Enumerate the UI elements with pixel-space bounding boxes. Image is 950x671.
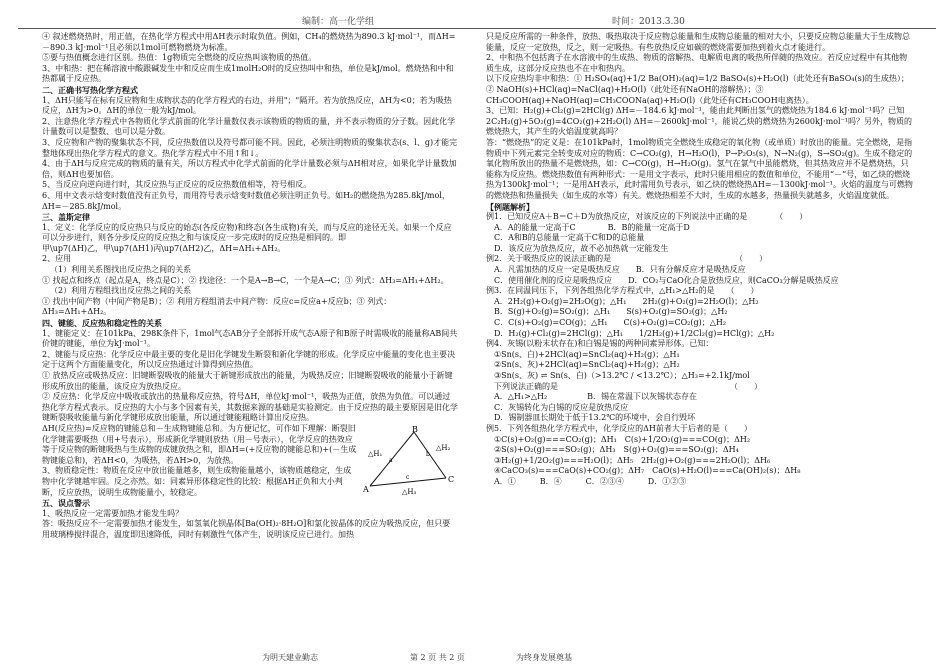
question: 例4．灰锡(以粉末状存在)和白锡是锡的两种同素异形体。已知：: [486, 339, 714, 349]
question: 例5．下列各组热化学方程式中，化学反应的ΔH前者大于后者的是（ ）: [486, 423, 752, 433]
page-number: 第 2 页 共 2 页: [410, 653, 465, 662]
dh3-label: △H₃: [402, 487, 417, 496]
text-line: 2、应用: [42, 254, 72, 264]
text-line: 答：吸热反应不一定需要加热才能发生，如氢氧化钡晶体[Ba(OH)₂·8H₂O]和氯化铵晶体的反应为吸热反应，但只要用玻璃棒搅拌混合，温度即迅速降低，同时有刺激性气体产生，说明该反应已进行。加热: [42, 519, 451, 539]
text-line: （2）利用方程组找出反应热之间的关系: [50, 286, 192, 296]
edge-c-label: c: [406, 473, 410, 481]
question: 例2．关于吸热反应的说法正确的是 （ ）: [486, 254, 768, 264]
question: 例3．在同温同压下，下列各组热化学方程式中，△H₁>△H₂的是 （ ）: [486, 286, 759, 296]
text-line: ① 找出中间产物（中间产物是B）；② 利用方程组消去中间产物：反应c=反应a+反应b；③ 列式：ΔH₃=ΔH₁+ΔH₂。: [42, 296, 392, 317]
text-line: 以下反应热均非中和热：① H₂SO₄(aq)+1/2 Ba(OH)₂(aq)=1/2 BaSO₄(s)+H₂O(l)（此处还有BaSO₄(s)的生成热）；② NaOH(s)+HCl(aq)=NaCl(aq)+H₂O(l)（此处还有NaOH的溶解热）；③ CH₃COOH(aq)+NaOH(aq)=CH₃COONa(aq)+H₂O(l)（此处还有CH₃COOH电离热）。: [486, 74, 909, 105]
text-line: ① 找起点和终点（起点是A，终点是C）；② 找途径：一个是A→B→C，一个是A→C；③ 列式：ΔH₃=ΔH₁+ΔH₂。: [42, 275, 449, 285]
header-divider: [18, 28, 936, 29]
text-line: 3、反应物和产物的聚集状态不同，反应热数值以及符号都可能不同。因此，必须注明物质的聚集状态(s、l、g)才能完整地体现出热化学方程式的意义。热化学方程式中不用↑和↓。: [42, 137, 458, 158]
section-heading: 四、键能、反应热和稳定性的关系: [42, 318, 162, 329]
footer-motto-right: 为终身发展奠基: [516, 653, 572, 662]
option-line: A．① B．④ C．②③④ D．①②③: [494, 476, 687, 486]
edge-b: [414, 432, 446, 478]
edge-b-label: b: [426, 450, 430, 458]
text-line: 6、用中文表示焓变时数值没有正负号，而用符号表示焓变时数值必须注明正负号。如H₂的燃烧热为285.8kJ/mol，ΔH=－285.8kJ/mol。: [42, 190, 450, 211]
node-b-label: B: [412, 425, 418, 434]
date-label: 时间：2013.3.30: [612, 17, 685, 27]
text-line: 4、由于ΔH与反应完成的物质的量有关，所以方程式中化学式前面的化学计量数必须与ΔH相对应，如果化学计量数加倍，则ΔH也要加倍。: [42, 159, 457, 179]
option-line: C．A和B的总能量一定高于C和D的总能量: [494, 233, 645, 243]
text-line: 3、中和热：把在稀溶液中酸跟碱发生中和反应而生成1molH₂O时的反应热叫中和热，单位是kJ/mol。燃烧热和中和热都属于反应热。: [42, 63, 454, 84]
left-column: [42, 32, 458, 541]
text-line: 下列说法正确的是 （ ）: [494, 381, 762, 391]
option-line: D．该反应为放热反应，故不必加热就一定能发生: [494, 243, 669, 253]
hess-triangle-diagram: [362, 426, 458, 496]
section-heading: 五、误点警示: [42, 498, 90, 509]
text-line: 1、定义：化学反应的反应热只与反应的始态(各反应物)和终态(各生成物)有关，而与反应的途径无关。如果一个反应可以分步进行，则各分步反应的反应热之和与该反应一步完成时的反应热是相同的。即: [42, 222, 452, 243]
text-line: 3、物质稳定性：物质在反应中放出能量越多，则生成物能量越小，该物质越稳定，生成物中化学键越牢固。反之亦然。如：同素异形体稳定性的比较：根据ΔH正负和大小判断，反应放热，说明生成物能量小，较稳定。: [42, 466, 352, 497]
equation-line: ③Sn(s、灰) ⇌ Sn(s、白)（>13.2℃ / <13.2℃）；△H₃=+2.1kJ/mol: [494, 371, 750, 380]
equation-line: ④CaCO₃(s)===CaO(s)+CO₂(g)；ΔH₇ CaO(s)+H₂O(l)===Ca(OH)₂(s)；ΔH₈: [494, 466, 801, 476]
right-column: [486, 32, 914, 488]
text-line: ⑤要与热值概念进行区别。热值：1g物质完全燃烧的反应热叫该物质的热值。: [42, 53, 317, 63]
dh1-label: △H₁: [368, 449, 383, 458]
text-line: 只是反应所需的一种条件，放热、吸热取决于反应物总能量和生成物总能量的相对大小，只要反应物总能量大于生成物总能量，反应一定放热，反之，则一定吸热。有些放热反应如碳的燃烧需要加热到着火点才能进行。: [486, 32, 910, 52]
equation-line: ①C(s)+O₂(g)===CO₂(g)；ΔH₁ C(s)+1/2O₂(g)===CO(g)；ΔH₂: [494, 434, 751, 444]
option-line: A．凡需加热的反应一定是吸热反应 B．只有分解反应才是吸热反应: [494, 265, 746, 275]
text-line: ① 放热反应或吸热反应：旧键断裂吸收的能量大于新键形成放出的能量，为吸热反应；旧键断裂吸收的能量小于新键形成所放出的能量，该反应为放热反应。: [42, 371, 453, 391]
page-header: [0, 14, 950, 28]
section-heading: 二、正确书写热化学方程式: [42, 84, 138, 95]
editor-label: 编制：高一化学组: [302, 17, 375, 27]
text-line: 3、已知：H₂(g)+Cl₂(g)=2HCl(g) ΔH=－184.6 kJ·mol⁻¹，能由此判断出氢气的燃烧热为184.6 kJ·mol⁻¹吗？已知2C₂H₂(g)+5O₂(g)=4CO₂(g)+2H₂O(l) ΔH=－2600kJ·mol⁻¹，能说乙炔的燃烧热为2600kJ·mol⁻¹吗？另外，物质的燃烧热大，其产生的火焰温度就高吗？: [486, 106, 912, 137]
text-line: 5、当反应向逆向进行时，其反应热与正反应的反应热数值相等，符号相反。: [42, 180, 312, 190]
equation-line: ②S(s)+O₂(g)===SO₂(g)；ΔH₃ S(g)+O₂(g)===SO₂(g)；ΔH₄: [494, 445, 739, 455]
equation-line: ②Sn(s、灰)+2HCl(aq)=SnCl₂(aq)+H₂(g)；△H₂: [494, 360, 680, 370]
equation-line: ①Sn(s、白)+2HCl(aq)=SnCl₂(aq)+H₂(g)；△H₁: [494, 349, 680, 359]
option-line: A．A的能量一定高于C B．B的能量一定高于D: [494, 222, 690, 232]
text-line: ② 反应热：化学反应中吸收或放出的热量称反应热，符号ΔH，单位kJ·mol⁻¹，吸热为正值，放热为负值。可以通过热化学方程式表示。反应热的大小与多个因素有关，其数据来源的基础是实验测定。由于反应热的最主要原因是旧化学键断裂吸收能量与新化学键形成放出能量，所以通过键能粗略计算出反应热。: [42, 392, 458, 423]
option-line: D．锡制器皿长期处于低于13.2℃的环境中，会自行毁坏: [494, 413, 696, 423]
text-line: 答：“燃烧热”的定义是：在101kPa时，1mol物质完全燃烧生成稳定的氧化物（或单质）时放出的能量。完全燃烧，是指物质中下列元素完全转变成对应的物质：C→CO₂(g)，H→H₂O(l)，P→P₂O₅(s)，N→N₂(g)，S→SO₂(g)。生成不稳定的氧化物所放出的热量不是燃烧热，如：C→CO(g)，H→H₂O(g)。氢气在氯气中虽能燃烧，但其热效应并不是燃烧热，只能称为反应热。燃烧热数值有两种形式：一是用文字表示，此时只能用相应的数值和单位，不能用“－”号，如乙炔的燃烧热为1300kJ·mol⁻¹；一是用ΔH表示，此时需用负号表示，如乙炔的燃烧热ΔH=－1300kJ·mol⁻¹。火焰的温度与可燃物的燃烧热和热量损失（如生成的水等）有关。燃烧热相差不大时，生成的水越多，热量损失就越多，火焰温度就低。: [486, 137, 913, 200]
node-a-label: A: [363, 484, 369, 494]
option-line: C．C(s)+O₂(g)=CO(g)；△H₁ C(s)+O₂(g)=CO₂(g)；△H₂: [494, 318, 727, 328]
text-line: 2、注意热化学方程式中各物质化学式前面的化学计量数仅表示该物质的物质的量，并不表示物质的分子数。因此化学计量数可以是整数、也可以是分数。: [42, 116, 456, 137]
node-c-label: C: [448, 474, 455, 484]
edge-a-label: a: [389, 456, 393, 464]
text-line: 2、键能与反应热：化学反应中最主要的变化是旧化学键发生断裂和新化学键的形成。化学反应中能量的变化也主要决定于这两个方面能量变化，所以反应热通过计算得到应热值。: [42, 349, 456, 370]
section-heading: 【例题解析】: [486, 201, 534, 212]
section-heading: 三、盖斯定律: [42, 212, 90, 223]
option-line: C．使用催化剂的反应是吸热反应 D．CO₂与CaO化合是放热反应，则CaCO₃分解是吸热反应: [494, 275, 839, 285]
text-line: ΔH(反应热)=反应物的键能总和－生成物键能总和。为方便记忆，可作如下理解：断裂旧化学键需要吸热（用+号表示），形成新化学键则放热（用－号表示），化学反应的热效应等于反应物的断键吸热与生成物的成键放热之和，即ΔH=(+反应物的键能总和)+(－生成物键能总和)，若ΔH<0，为吸热，若ΔH>0，为放热。: [42, 423, 357, 465]
dh2-label: △H₂: [436, 443, 451, 452]
option-line: A．2H₂(g)+O₂(g)=2H₂O(g)；△H₁ 2H₂(g)+O₂(g)=2H₂O(l)；△H₂: [494, 296, 759, 306]
text-line: （1）利用关系图找出反应热之间的关系: [50, 265, 192, 275]
equation-line: ③H₂(g)+1/2O₂(g)===H₂O(l)；ΔH₅ 2H₂(g)+O₂(g)===2H₂O(l)；ΔH₆: [494, 455, 771, 465]
question: 例1．已知反应A＋B＝C＋D为放热反应，对该反应的下列说法中正确的是 （ ）: [486, 212, 808, 222]
text-line: 1、吸热反应一定需要加热才能发生吗？: [42, 508, 184, 518]
text-line: 2、中和热不包括离子在水溶液中的生成热、物质的溶解热、电解质电离的吸热所伴随的热效应。若反应过程中有其他物质生成，这部分反应热也不在中和热内。: [486, 53, 908, 73]
option-line: B．S(g)+O₂(g)=SO₂(g)；△H₁ S(s)+O₂(g)=SO₂(g)；△H₂: [494, 307, 728, 317]
option-line: A．△H₁>△H₂ B．锡在常温下以灰锡状态存在: [494, 392, 698, 402]
option-line: D．H₂(g)+Cl₂(g)=2HCl(g)；△H₁ 1/2H₂(g)+1/2Cl₂(g)=HCl(g)；△H₂: [494, 328, 775, 338]
option-line: C．灰锡转化为白锡的反应是放热反应: [494, 402, 629, 412]
text-line: 1、键能定义：在101kPa、298K条件下，1mol气态AB分子全部拆开成气态A原子和B原子时需吸收的能量称AB间共价键的键能，单位为kJ·mol⁻¹。: [42, 328, 458, 349]
text-line: ④ 叙述燃烧热时，用正值，在热化学方程式中用ΔH表示时取负值。例如，CH₄的燃烧热为890.3 kJ·mol⁻¹，而ΔH=－890.3 kJ·mol⁻¹且必须以1mol可燃物燃烧为标准。: [42, 32, 456, 52]
text-line: 1、ΔH只能写在标有反应物和生成物状态的化学方程式的右边，并用"；"隔开。若为放热反应，ΔH为<0；若为吸热反应，ΔH为>0。ΔH的单位一般为kJ/mol。: [42, 95, 452, 116]
text-line: 甲\up7(ΔH)乙，甲\up7(ΔH1)丙\up7(ΔH2)乙，ΔH=ΔH₁+ΔH₂。: [42, 243, 286, 253]
footer-motto-left: 为明天建业勤志: [262, 653, 318, 662]
